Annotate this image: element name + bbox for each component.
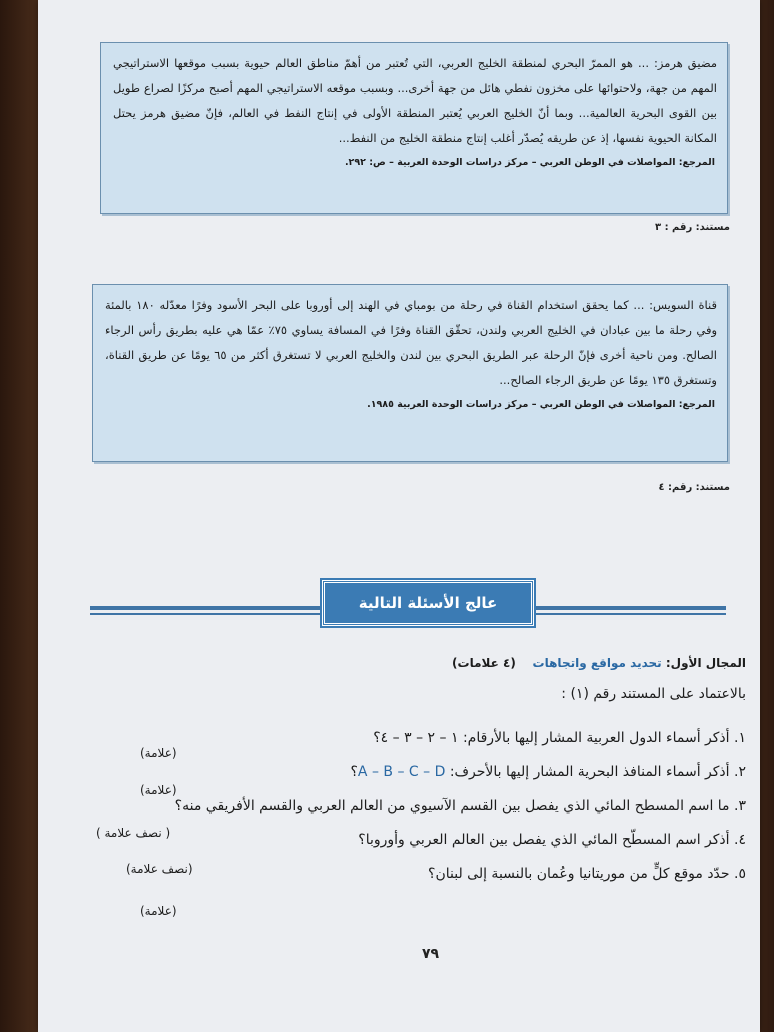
source-hormuz-reference: المرجع: المواصلات في الوطن العربي – مركز دراسات الوحدة العربية – ص: ٢٩٢. (344, 157, 715, 168)
question-5-number: ٥. (734, 866, 746, 882)
source-box-suez (92, 284, 728, 462)
question-3-text: ما اسم المسطح المائي الذي يفصل بين القسم الآسيوي من العالم العربي والقسم الأفريقي منه؟ (174, 798, 730, 814)
section-divider-right (530, 606, 726, 610)
questions-intro: بالاعتماد على المستند رقم (١) : (561, 686, 746, 702)
question-5 (428, 866, 746, 882)
question-3-mark: ( نصف علامة ) (96, 826, 171, 840)
question-4-text: أذكر اسم المسطّح المائي الذي يفصل بين العالم العربي وأوروبا؟ (358, 832, 730, 848)
question-1-text: أذكر أسماء الدول العربية المشار إليها بالأرقام: ١ – ٢ – ٣ – ٤؟ (373, 730, 730, 746)
domain-heading (452, 656, 746, 670)
question-2-text: أذكر أسماء المنافذ البحرية المشار إليها بالأحرف: (449, 764, 730, 780)
question-2-number: ٢. (734, 764, 746, 780)
question-5-text: حدّد موقع كلٍّ من موريتانيا وعُمان بالنسبة إلى لبنان؟ (428, 866, 730, 882)
question-4 (358, 832, 746, 848)
domain-label: المجال الأول: (665, 656, 746, 670)
question-5-mark: (علامة) (140, 904, 177, 918)
question-3-number: ٣. (734, 798, 746, 814)
questions-area (90, 650, 746, 930)
question-2 (350, 764, 746, 780)
page-number: ٧٩ (422, 946, 440, 962)
source-hormuz-text: مضيق هرمز: ... هو الممرّ البحري لمنطقة الخليج العربي، التي تُعتبر من أهمّ مناطق العالم حيوية بسبب موقعها الاستراتيجي المهم من جهة، ولاحتوائها على مخزون نفطي هائل من جهة أخرى... وبسبب موقعه الاستراتيجي المهم أصبح مركزًا لصراع طويل بين القوى البحرية العالمية... وبما أنّ الخليج العربي يُعتبر المنطقة الأولى في إنتاج النفط في العالم، فإنّ مضيق هرمز يحتل المكانة الحيوية نفسها، إذ عن طريقه يُصدّر أغلب إنتاج منطقة الخليج من النفط... (113, 56, 717, 145)
domain-marks: (٤ علامات) (452, 656, 516, 670)
section-divider-left-thin (90, 613, 322, 615)
source-box-hormuz (100, 42, 728, 214)
section-divider-right-thin (530, 613, 726, 615)
source-label-3: مستند: رقم : ٣ (654, 222, 730, 233)
source-suez-reference: المرجع: المواصلات في الوطن العربي – مركز دراسات الوحدة العربية ١٩٨٥. (367, 399, 715, 410)
domain-title: تحديد مواقع واتجاهات (532, 656, 662, 670)
question-1-number: ١. (734, 730, 746, 746)
table-surface-left (0, 0, 42, 1032)
question-3 (175, 798, 746, 814)
question-2-qmark: ؟ (350, 764, 358, 780)
question-2-letters: A – B – C – D (357, 764, 446, 780)
question-2-mark: (علامة) (140, 783, 177, 797)
question-1 (373, 730, 746, 746)
question-4-mark: (نصف علامة) (126, 862, 193, 876)
question-1-mark: (علامة) (140, 746, 177, 760)
question-4-number: ٤. (734, 832, 746, 848)
source-label-4: مستند: رقم: ٤ (658, 482, 730, 493)
section-title: عالج الأسئلة التالية (322, 580, 534, 626)
source-suez-text: قناة السويس: ... كما يحقق استخدام القناة في رحلة من بومباي في الهند إلى أوروبا على البحر الأسود وفرًا معدّله ١٨٠ بالمئة وفي رحلة ما بين عبادان في الخليج العربي ولندن، تحقّق القناة وفرًا في المسافة يساوي ٧٥٪ عمّا هي عليه بطريق رأس الرجاء الصالح. ومن ناحية أخرى فإنّ الرحلة عبر الطريق البحري بين لندن والخليج العربي لا تستغرق أكثر من ٦٥ يومًا عن طريق القناة، وتستغرق ١٣٥ يومًا عن طريق الرجاء الصالح... (105, 298, 718, 387)
section-divider-left (90, 606, 322, 610)
